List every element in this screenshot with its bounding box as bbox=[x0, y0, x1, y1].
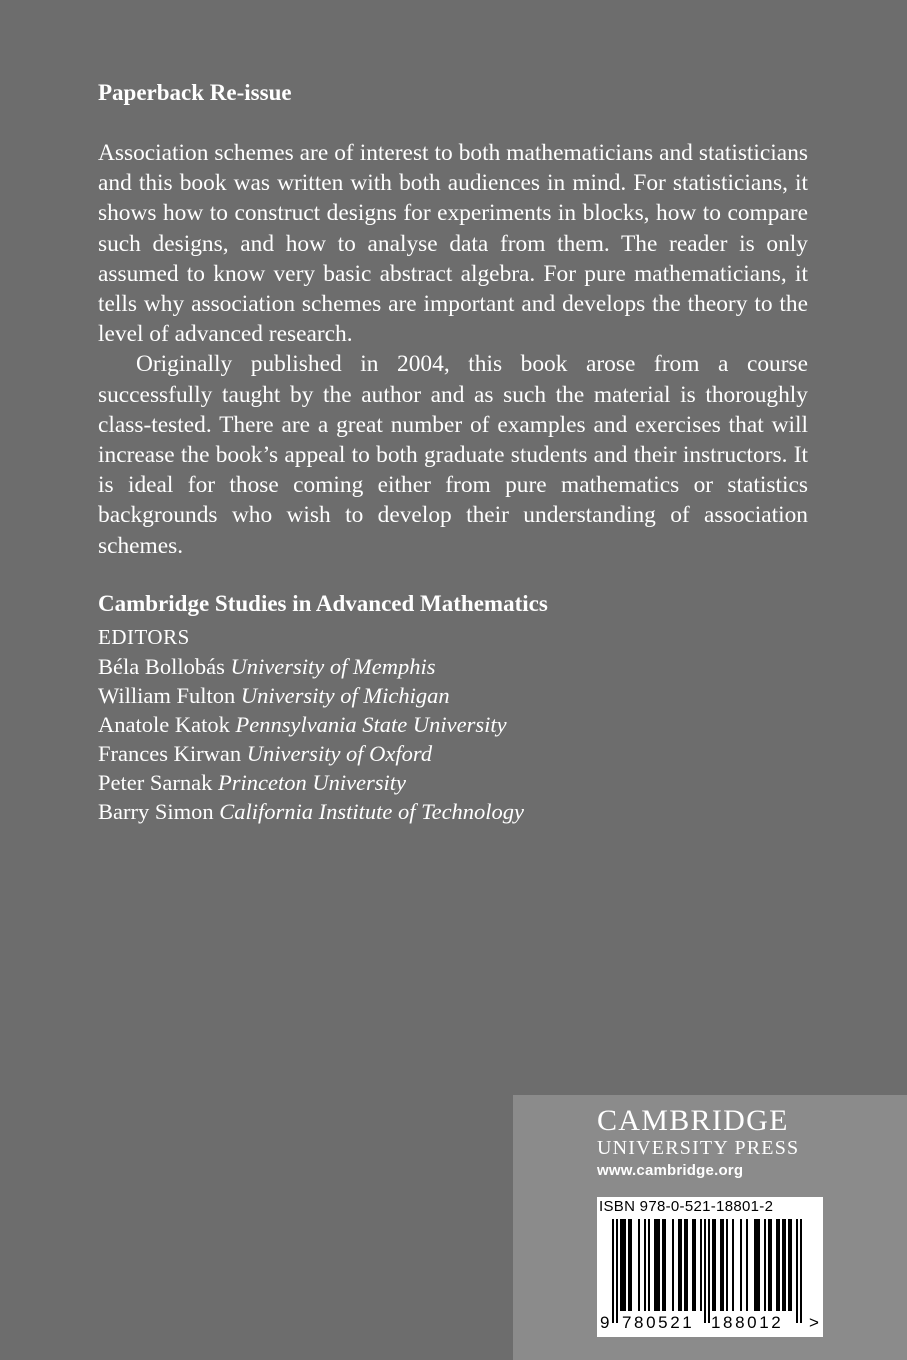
barcode-bar bbox=[638, 1219, 640, 1311]
barcode-bar bbox=[764, 1219, 766, 1311]
barcode-bar bbox=[664, 1219, 666, 1311]
barcode-bar bbox=[692, 1219, 694, 1311]
editor-entry bbox=[98, 739, 808, 768]
back-cover-text bbox=[98, 78, 808, 826]
barcode-left-digits: 780521 bbox=[622, 1313, 695, 1332]
isbn-label: ISBN 978-0-521-18801-2 bbox=[599, 1198, 774, 1215]
barcode-bar bbox=[732, 1219, 734, 1311]
barcode-bar bbox=[800, 1219, 802, 1323]
barcode-bar bbox=[796, 1219, 798, 1323]
editor-entry bbox=[98, 797, 808, 826]
barcode-bar bbox=[694, 1219, 696, 1311]
publisher-subname: UNIVERSITY PRESS bbox=[597, 1137, 800, 1159]
barcode-bar bbox=[722, 1219, 724, 1311]
barcode-bar bbox=[782, 1219, 784, 1311]
isbn-barcode bbox=[597, 1197, 823, 1337]
barcode-bar bbox=[622, 1219, 624, 1311]
barcode-bar bbox=[712, 1219, 714, 1311]
barcode-right-digits: 188012 bbox=[711, 1313, 784, 1332]
editor-affiliation: California Institute of Technology bbox=[219, 798, 525, 824]
publisher-logo bbox=[597, 1105, 837, 1183]
editor-name: Peter Sarnak bbox=[98, 769, 213, 795]
editor-affiliation: University of Memphis bbox=[230, 653, 436, 679]
barcode-bar bbox=[704, 1219, 706, 1323]
barcode-bar bbox=[788, 1219, 790, 1311]
publisher-website: www.cambridge.org bbox=[597, 1162, 744, 1179]
barcode-bar bbox=[714, 1219, 716, 1311]
barcode-bar bbox=[616, 1219, 618, 1323]
series-title: Cambridge Studies in Advanced Mathematics bbox=[98, 590, 548, 616]
barcode-bar bbox=[708, 1219, 710, 1323]
barcode-bar bbox=[790, 1219, 792, 1311]
barcode-bar bbox=[672, 1219, 674, 1311]
editor-entry bbox=[98, 652, 808, 681]
barcode-bar bbox=[776, 1219, 778, 1311]
barcode-bar bbox=[648, 1219, 650, 1311]
editor-affiliation: Princeton University bbox=[217, 769, 407, 795]
barcode-bar bbox=[656, 1219, 658, 1311]
editors-list bbox=[98, 623, 808, 826]
editor-name: Anatole Katok bbox=[98, 711, 230, 737]
barcode-bar bbox=[756, 1219, 758, 1311]
barcode-bar bbox=[746, 1219, 748, 1311]
blurb-paragraph-1: Association schemes are of interest to both mathematicians and statisticians and this book was written with both audiences in mind. For statisticians, it shows how to construct designs for experiments in blocks, how to compare such designs, and how to analyse data from them. The reader is only assumed to know very basic abstract algebra. For pure mathematicians, it tells why association schemes are important and develops the theory to the level of advanced research. bbox=[98, 140, 808, 348]
barcode-bar bbox=[758, 1219, 760, 1311]
barcode-bar bbox=[612, 1219, 614, 1323]
editor-name: Barry Simon bbox=[98, 798, 214, 824]
barcode-bar bbox=[778, 1219, 780, 1311]
editor-entry bbox=[98, 768, 808, 797]
editors-label: EDITORS bbox=[98, 624, 190, 649]
book-blurb bbox=[98, 138, 808, 561]
editor-entry bbox=[98, 710, 808, 739]
barcode-bar bbox=[628, 1219, 630, 1311]
reissue-tagline: Paperback Re-issue bbox=[98, 80, 292, 105]
barcode-bar bbox=[654, 1219, 656, 1311]
publisher-block bbox=[513, 1095, 907, 1360]
barcode-bar bbox=[678, 1219, 680, 1311]
barcode-bar bbox=[700, 1219, 702, 1311]
publisher-name: CAMBRIDGE bbox=[597, 1104, 789, 1137]
editor-name: William Fulton bbox=[98, 682, 236, 708]
barcode-bar bbox=[770, 1219, 772, 1311]
barcode-bar bbox=[644, 1219, 646, 1311]
barcode-bar bbox=[784, 1219, 786, 1311]
barcode-bar bbox=[740, 1219, 742, 1311]
editor-name: Frances Kirwan bbox=[98, 740, 242, 766]
barcode-bar bbox=[662, 1219, 664, 1311]
editor-name: Béla Bollobás bbox=[98, 653, 225, 679]
editor-entry bbox=[98, 681, 808, 710]
barcode-end-mark: > bbox=[809, 1313, 819, 1332]
barcode-bar bbox=[680, 1219, 682, 1311]
barcode-bar bbox=[684, 1219, 686, 1311]
barcode-bar bbox=[754, 1219, 756, 1311]
barcode-bar bbox=[624, 1219, 626, 1311]
barcode-bar bbox=[720, 1219, 722, 1311]
editor-affiliation: University of Michigan bbox=[240, 682, 450, 708]
blurb-paragraph-2: Originally published in 2004, this book arose from a course successfully taught by the author and as such the material is thoroughly class-tested. There are a great number of examples and exercises that will increase the book’s appeal to both graduate students and their instructors. It is ideal for those coming either from pure mathematics or statistics backgrounds who wish to develop their understanding of association schemes. bbox=[98, 351, 808, 559]
barcode-bar bbox=[630, 1219, 632, 1311]
barcode-bar bbox=[768, 1219, 770, 1311]
barcode-bar bbox=[620, 1219, 622, 1311]
barcode-bar bbox=[686, 1219, 688, 1311]
barcode-bar bbox=[658, 1219, 660, 1311]
editor-affiliation: Pennsylvania State University bbox=[235, 711, 507, 737]
barcode-lead-digit: 9 bbox=[600, 1313, 610, 1332]
barcode-bar bbox=[726, 1219, 728, 1311]
editor-affiliation: University of Oxford bbox=[246, 740, 433, 766]
